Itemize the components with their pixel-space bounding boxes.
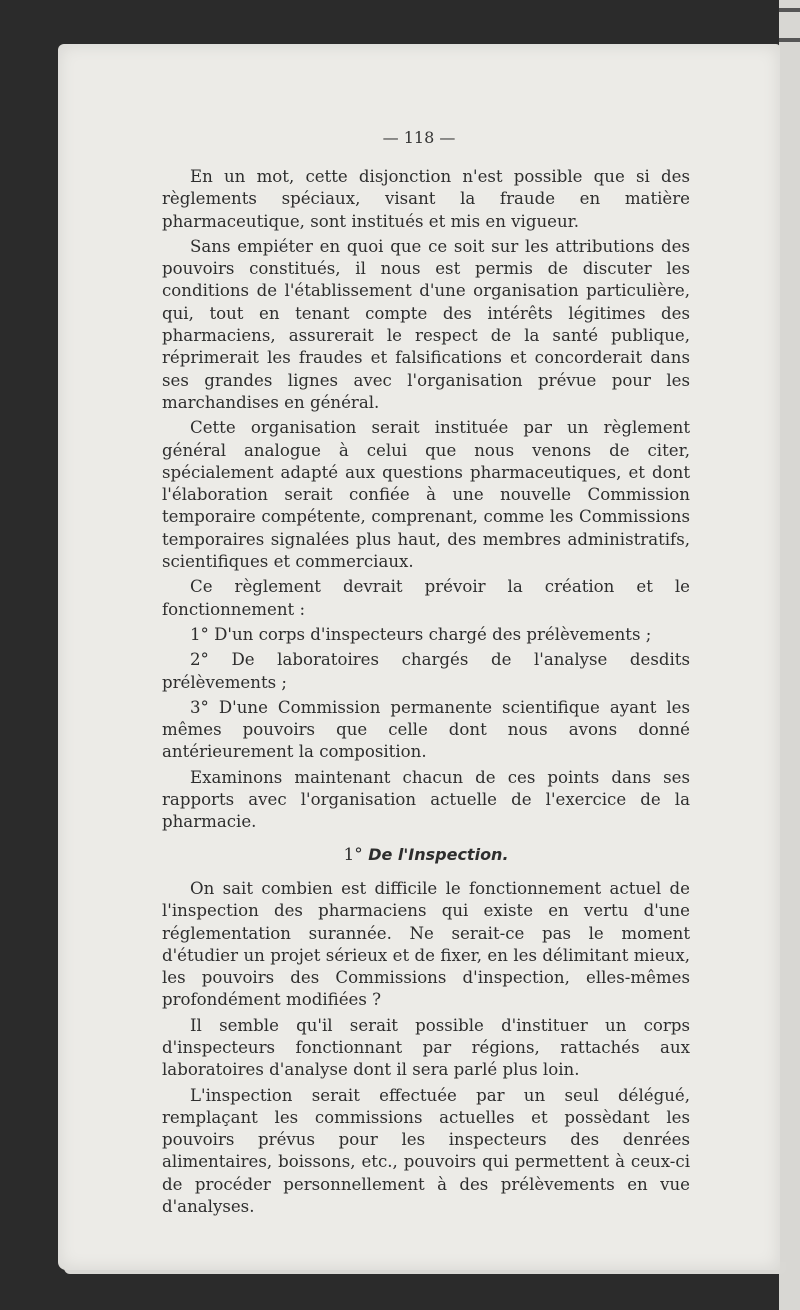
paragraph: En un mot, cette disjonction n'est possible que si des règlements spéciaux, visant la fraude en matière pharmaceutique, sont institués et mis en vigueur. [162, 167, 690, 231]
paragraph: Ce règlement devrait prévoir la création et le fonctionnement : [162, 577, 690, 619]
adjacent-page-edge [779, 0, 800, 1310]
list-item: 1° D'un corps d'inspecteurs chargé des prélèvements ; [190, 624, 652, 644]
paragraph: Sans empiéter en quoi que ce soit sur les attributions des pouvoirs constitués, il nous est permis de discuter les conditions de l'établissement d'une organisation particulière, qui, tout en tenant compte des intérêts légitimes des pharmaciens, assurerait le respect de la santé publique, réprimerait les fraudes et falsifications et concorderait dans ses grandes lignes avec l'organisation prévue pour les marchandises en général. [162, 236, 690, 412]
section-title: De l'Inspection. [368, 844, 509, 864]
paragraph: Il semble qu'il serait possible d'instituer un corps d'inspecteurs fonctionnant par régions, rattachés aux laboratoires d'analyse dont il sera parlé plus loin. [162, 1015, 690, 1080]
section-heading [162, 844, 690, 866]
edge-mark [779, 38, 800, 42]
paragraph: Examinons maintenant chacun de ces points dans ses rapports avec l'organisation actuelle de l'exercice de la pharmacie. [162, 767, 690, 832]
paragraph: On sait combien est difficile le fonctionnement actuel de l'inspection des pharmaciens qui existe en vertu d'une réglementation surannée. Ne serait-ce pas le moment d'étudier un projet sérieux et de fixer, en les délimitant mieux, les pouvoirs des Commissions d'inspection, elles-mêmes profondément modifiées ? [162, 878, 690, 1010]
book-page [58, 44, 780, 1270]
list-item: 2° De laboratoires chargés de l'analyse desdits prélèvements ; [162, 650, 690, 692]
edge-mark [779, 8, 800, 12]
paragraph: Cette organisation serait instituée par un règlement général analogue à celui que nous venons de citer, spécialement adapté aux questions pharmaceutiques, et dont l'élaboration serait confiée à une nouvelle Commission temporaire compétente, comprenant, comme les Commissions temporaires signalées plus haut, des membres administratifs, scientifiques et commerciaux. [162, 418, 690, 572]
list-item: 3° D'une Commission permanente scientifique ayant les mêmes pouvoirs que celle dont nous avons donné antérieurement la composition. [162, 697, 690, 762]
paragraph: L'inspection serait effectuée par un seul délégué, remplaçant les commissions actuelles et possèdant les pouvoirs prévus pour les inspecteurs des denrées alimentaires, boissons, etc., pouvoirs qui permettent à ceux-ci de procéder personnellement à des prélèvements en vue d'analyses. [162, 1085, 690, 1217]
section-number: 1° [343, 844, 363, 865]
body-text [162, 166, 690, 1218]
page-number: — 118 — [382, 128, 456, 147]
